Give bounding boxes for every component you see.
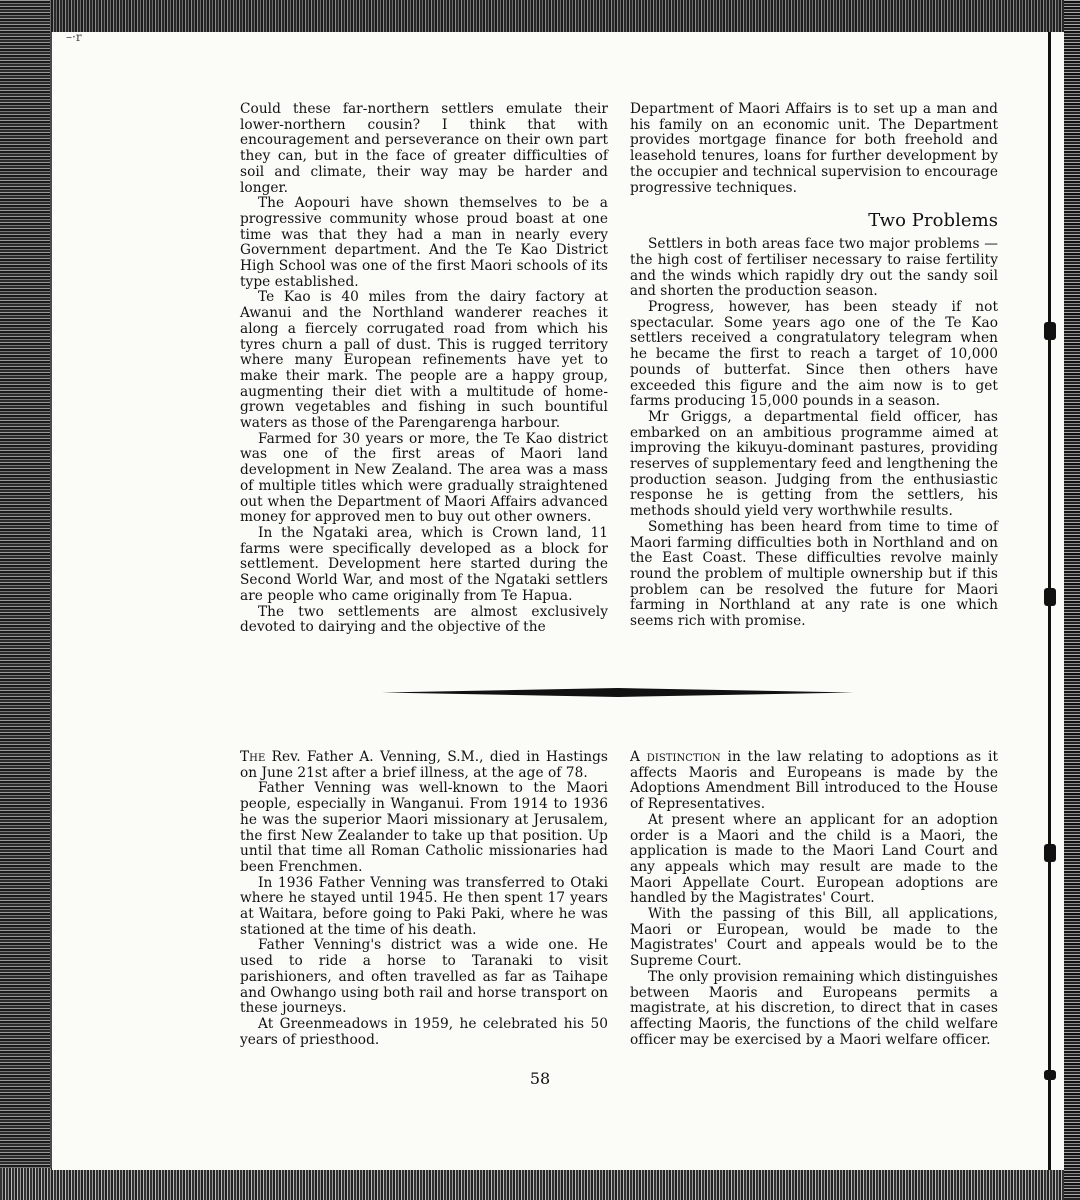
paragraph-lead [630, 750, 998, 813]
paragraph: At present where an applicant for an adoption order is a Maori and the child is a Maori, the application is made to the Maori Land Court and any appeals which may result are made to the Maori Appellate Court. European adoptions are handled by the Magistrates' Court. [630, 811, 998, 907]
paragraph: Department of Maori Affairs is to set up a man and his family on an economic unit. The Department provides mortgage finance for both freehold and leasehold tenures, loans for further development by the occupier and technical supervision to encourage progressive techniques. [630, 101, 998, 196]
section-heading: Two Problems [868, 210, 998, 232]
lead-text: in the law relating to adoptions as it affects Maoris and Europeans is made by the Adoptions Amendment Bill introduced to the House of Representatives. [630, 749, 998, 813]
scan-edge-right [1064, 0, 1080, 1200]
paragraph: In 1936 Father Venning was transferred to Otaki where he stayed until 1945. He then spent 17 years at Waitara, before going to Paki Paki, where he was stationed at the time of his death. [240, 874, 608, 938]
paragraph: Settlers in both areas face two major problems —the high cost of fertiliser necessary to raise fertility and the winds which rapidly dry out the sandy soil and shorten the production season. [630, 236, 998, 300]
paragraph: With the passing of this Bill, all applications, Maori or European, would be made to the Magistrates' Court and appeals would be to the Supreme Court. [630, 906, 998, 970]
paragraph: Mr Griggs, a departmental field officer, has embarked on an ambitious programme aimed at improving the kikuyu-dominant pastures, providing reserves of supplementary feed and lengthening the production season. Judging from the enthusiastic response he is getting from the settlers, his methods should yield very worthwhile results. [630, 408, 998, 520]
paragraph: The only provision remaining which distinguishes between Maoris and Europeans permits a magistrate, at his discretion, to direct that in cases affecting Maoris, the functions of the child welfare officer may be exercised by a Maori welfare officer. [630, 968, 998, 1048]
scan-edge-top [0, 0, 1080, 32]
binding-staple-mark [1044, 588, 1056, 606]
scan-edge-left [0, 0, 50, 1200]
article3-column [630, 750, 998, 1048]
paragraph: Father Venning was well-known to the Maori people, especially in Wanganui. From 1914 to 1936 he was the superior Maori missionary at Jerusalem, the first New Zealander to take up that position. Up until that time all Roman Catholic missionaries had been Frenchmen. [240, 780, 608, 875]
article2-column [240, 750, 608, 1048]
article1-column-right [630, 102, 998, 630]
paragraph: Farmed for 30 years or more, the Te Kao district was one of the first areas of Maori land development in New Zealand. The area was a mass of multiple titles which were gradually straightened out when the Department of Maori Affairs advanced money for approved men to buy out other owners. [240, 430, 608, 526]
paragraph: Father Venning's district was a wide one. He used to ride a horse to Taranaki to visit parishioners, and often travelled as far as Taihape and Owhango using both rail and horse transport on these journeys. [240, 937, 608, 1017]
paragraph-lead [240, 750, 608, 781]
paragraph: Something has been heard from time to time of Maori farming difficulties both in Northland and on the East Coast. These difficulties revolve mainly round the problem of multiple ownership but if this problem can be resolved the future for Maori farming in Northland at any rate is one which seems rich with promise. [630, 518, 998, 630]
paragraph: Could these far-northern settlers emulate their lower-northern cousin? I think that with encouragement and perseverance on their own part they can, but in the face of greater difficulties of soil and climate, their way may be harder and longer. [240, 101, 608, 196]
scan-edge-bottom [0, 1168, 1080, 1200]
lead-word: A distinction [630, 749, 721, 765]
lead-word: The [240, 749, 266, 765]
paragraph: Progress, however, has been steady if not spectacular. Some years ago one of the Te Kao settlers received a congratulatory telegram when he became the first to reach a target of 10,000 pounds of butterfat. Since then others have exceeded this figure and the aim now is to get farms producing 15,000 pounds in a season. [630, 299, 998, 410]
paragraph: At Greenmeadows in 1959, he celebrated his 50 years of priesthood. [240, 1015, 608, 1048]
page-number: 58 [529, 1069, 551, 1088]
corner-mark: –·r [66, 30, 82, 44]
article1-column-left [240, 102, 608, 636]
paragraph: The Aopouri have shown themselves to be a progressive community whose proud boast at one time was that they had a man in nearly every Government department. And the Te Kao District High School was one of the first Maori schools of its type established. [240, 195, 608, 290]
section-divider [382, 688, 854, 697]
binding-staple-mark [1044, 322, 1056, 340]
binding-staple-mark [1044, 844, 1056, 862]
paragraph: Te Kao is 40 miles from the dairy factory at Awanui and the Northland wanderer reaches it along a fiercely corrugated road from which his tyres churn a pall of dust. This is rugged territory where many European refinements have yet to make their mark. The people are a happy group, augmenting their diet with a multitude of home-grown vegetables and fishing in such bountiful waters as those of the Parengarenga harbour. [240, 289, 608, 432]
paragraph: The two settlements are almost exclusively devoted to dairying and the objective of the [240, 603, 608, 636]
lead-text: Rev. Father A. Venning, S.M., died in Hastings on June 21st after a brief illness, at the age of 78. [240, 749, 608, 781]
paragraph: In the Ngataki area, which is Crown land, 11 farms were specifically developed as a block for settlement. Development here started during the Second World War, and most of the Ngataki settlers are people who came originally from Te Hapua. [240, 524, 608, 604]
